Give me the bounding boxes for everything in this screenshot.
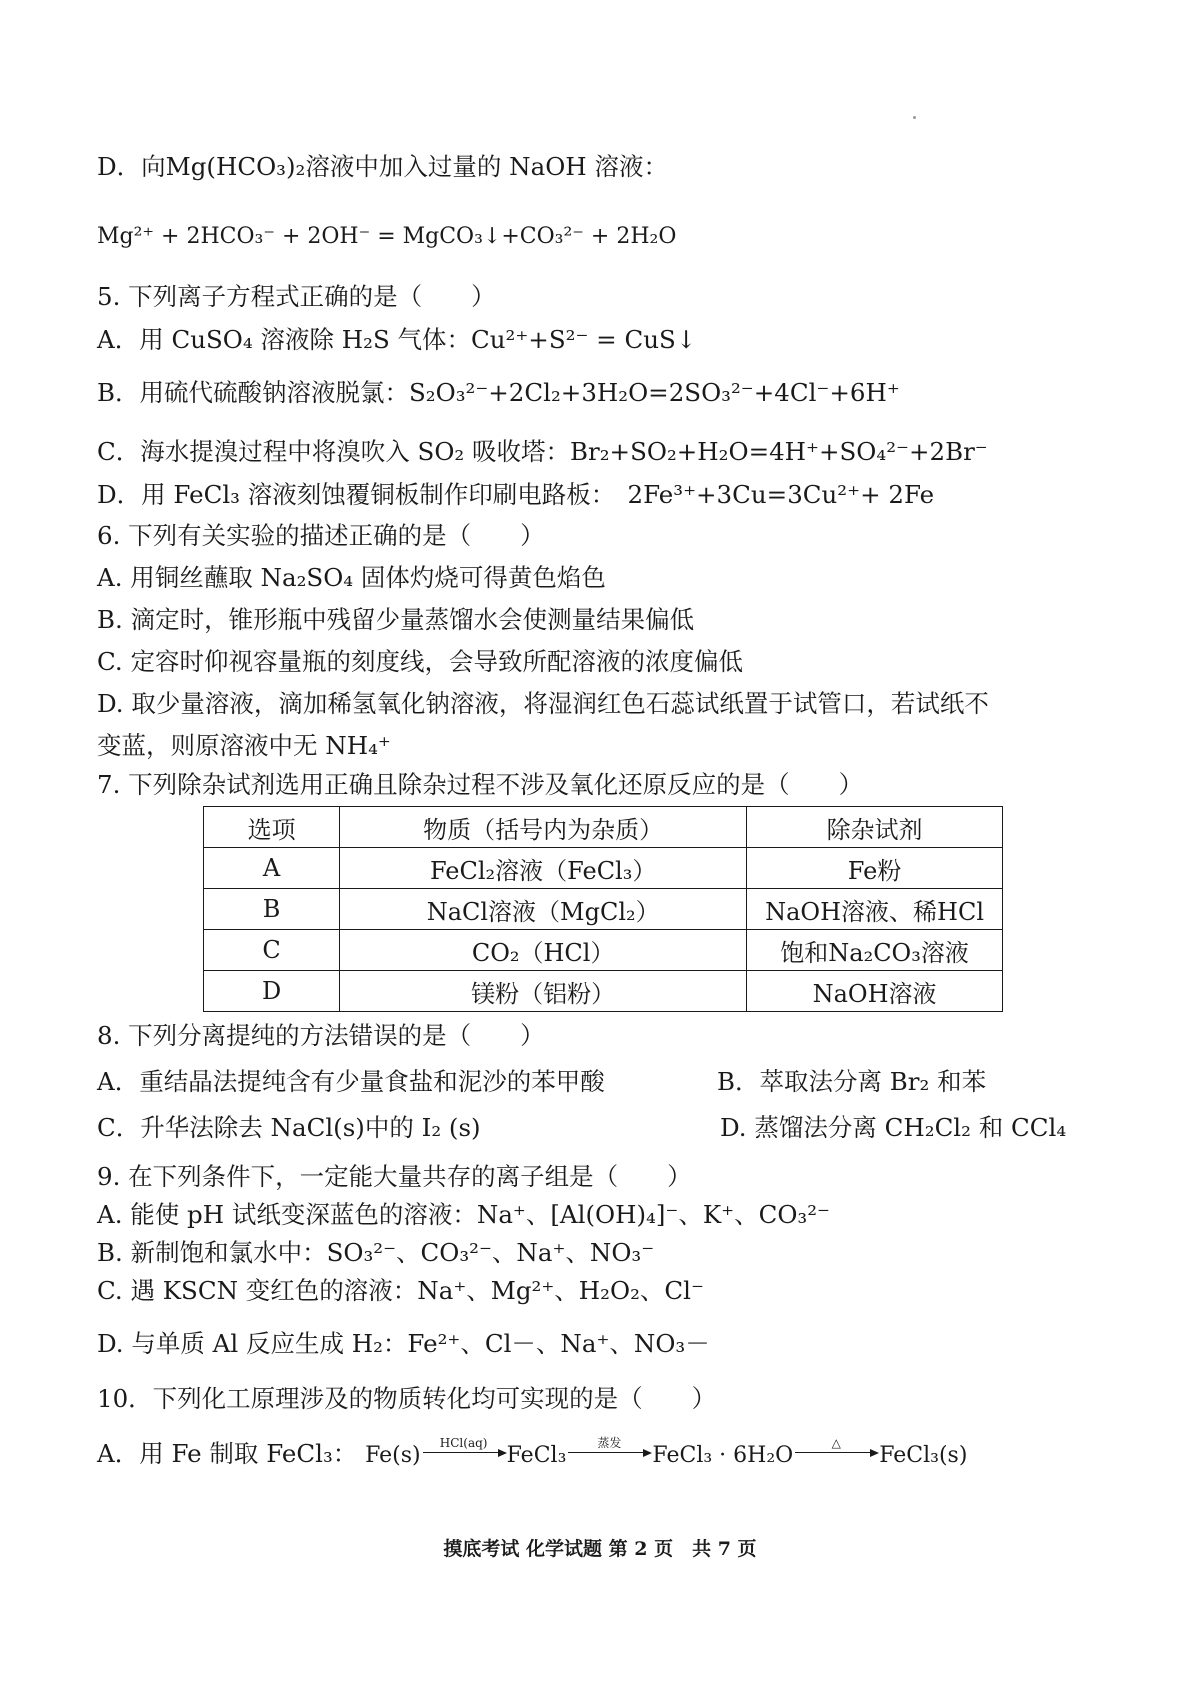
table-row: [204, 848, 1003, 889]
q10-stem: 10．下列化工原理涉及的物质转化均可实现的是（ ）: [97, 1384, 717, 1413]
q9-stem: 9. 在下列条件下，一定能大量共存的离子组是（ ）: [97, 1162, 692, 1191]
q8-stem: 8. 下列分离提纯的方法错误的是（ ）: [97, 1021, 545, 1050]
q8-option-c: C．升华法除去 NaCl(s)中的 I₂ (s): [97, 1113, 481, 1142]
cell-reagent: 饱和Na₂CO₃溶液: [747, 930, 1003, 971]
q9-option-d: D. 与单质 Al 反应生成 H₂：Fe²⁺、Cl－、Na⁺、NO₃－: [97, 1329, 710, 1358]
q7-options-table: [203, 806, 1003, 1012]
arrow-label-evaporate: 蒸发: [597, 1435, 622, 1450]
cell-option: C: [204, 930, 340, 971]
species-fecl3-solid: FeCl₃(s): [879, 1443, 968, 1468]
cell-substance: 镁粉（铝粉）: [340, 971, 747, 1012]
q8-option-a: A．重结晶法提纯含有少量食盐和泥沙的苯甲酸: [97, 1067, 605, 1096]
header-substance: 物质（括号内为杂质）: [340, 807, 747, 848]
reaction-arrow-icon: [795, 1435, 877, 1453]
q4-option-d: D．向Mg(HCO₃)₂溶液中加入过量的 NaOH 溶液：: [97, 152, 668, 181]
reaction-arrow-icon: [423, 1435, 505, 1453]
q6-option-a: A. 用铜丝蘸取 Na₂SO₄ 固体灼烧可得黄色焰色: [97, 563, 606, 592]
q5-option-d: D．用 FeCl₃ 溶液刻蚀覆铜板制作印刷电路板： 2Fe³⁺+3Cu=3Cu²⁺+ 2Fe: [97, 480, 935, 509]
arrow-label-hcl: HCl(aq): [439, 1435, 488, 1450]
q9-option-c: C. 遇 KSCN 变红色的溶液：Na⁺、Mg²⁺、H₂O₂、Cl⁻: [97, 1276, 704, 1305]
header-reagent: 除杂试剂: [747, 807, 1003, 848]
cell-substance: FeCl₂溶液（FeCl₃）: [340, 848, 747, 889]
arrow-label-heat: △: [831, 1435, 841, 1450]
q9-option-b: B. 新制饱和氯水中：SO₃²⁻、CO₃²⁻、Na⁺、NO₃⁻: [97, 1238, 655, 1267]
cell-reagent: NaOH溶液、稀HCl: [747, 889, 1003, 930]
reaction-arrow-icon: [568, 1435, 650, 1453]
species-fe: Fe(s): [365, 1443, 421, 1468]
table-header-row: [204, 807, 1003, 848]
q6-option-d-line1: D. 取少量溶液，滴加稀氢氧化钠溶液，将湿润红色石蕊试纸置于试管口，若试纸不: [97, 689, 989, 718]
cell-option: D: [204, 971, 340, 1012]
cell-option: A: [204, 848, 340, 889]
q4-option-d-equation: Mg²⁺ + 2HCO₃⁻ + 2OH⁻ = MgCO₃↓+CO₃²⁻ + 2H₂O: [97, 224, 677, 249]
cell-reagent: NaOH溶液: [747, 971, 1003, 1012]
q9-option-a: A. 能使 pH 试纸变深蓝色的溶液：Na⁺、[Al(OH)₄]⁻、K⁺、CO₃²⁻: [97, 1200, 830, 1229]
cell-reagent: Fe粉: [747, 848, 1003, 889]
q10-option-a-prefix: A．用 Fe 制取 FeCl₃：: [97, 1439, 358, 1468]
table-row: [204, 889, 1003, 930]
species-fecl3-hydrate: FeCl₃ · 6H₂O: [652, 1443, 794, 1468]
q8-option-b: B．萃取法分离 Br₂ 和苯: [717, 1067, 987, 1096]
species-fecl3: FeCl₃: [506, 1443, 567, 1468]
q8-option-d: D. 蒸馏法分离 CH₂Cl₂ 和 CCl₄: [720, 1113, 1067, 1142]
cell-substance: CO₂（HCl）: [340, 930, 747, 971]
q10-option-a: [97, 1435, 968, 1469]
q7-stem: 7. 下列除杂试剂选用正确且除杂过程不涉及氧化还原反应的是（ ）: [97, 770, 864, 799]
q5-option-b: B．用硫代硫酸钠溶液脱氯：S₂O₃²⁻+2Cl₂+3H₂O=2SO₃²⁻+4Cl⁻+6H⁺: [97, 378, 900, 407]
q5-option-c: C．海水提溴过程中将溴吹入 SO₂ 吸收塔：Br₂+SO₂+H₂O=4H⁺+SO₄²⁻+2Br⁻: [97, 437, 988, 466]
cell-option: B: [204, 889, 340, 930]
q5-stem: 5. 下列离子方程式正确的是（ ）: [97, 282, 496, 311]
header-option: 选项: [204, 807, 340, 848]
page-footer: 摸底考试 化学试题 第 2 页 共 7 页: [443, 1538, 757, 1560]
cell-substance: NaCl溶液（MgCl₂）: [340, 889, 747, 930]
table-row: [204, 971, 1003, 1012]
q6-stem: 6. 下列有关实验的描述正确的是（ ）: [97, 521, 545, 550]
q5-option-a: A．用 CuSO₄ 溶液除 H₂S 气体：Cu²⁺+S²⁻ = CuS↓: [97, 325, 697, 354]
scan-speck: [913, 116, 916, 119]
q6-option-c: C. 定容时仰视容量瓶的刻度线，会导致所配溶液的浓度偏低: [97, 647, 743, 676]
q6-option-b: B. 滴定时，锥形瓶中残留少量蒸馏水会使测量结果偏低: [97, 605, 695, 634]
q6-option-d-line2: 变蓝，则原溶液中无 NH₄⁺: [97, 731, 391, 760]
table-row: [204, 930, 1003, 971]
